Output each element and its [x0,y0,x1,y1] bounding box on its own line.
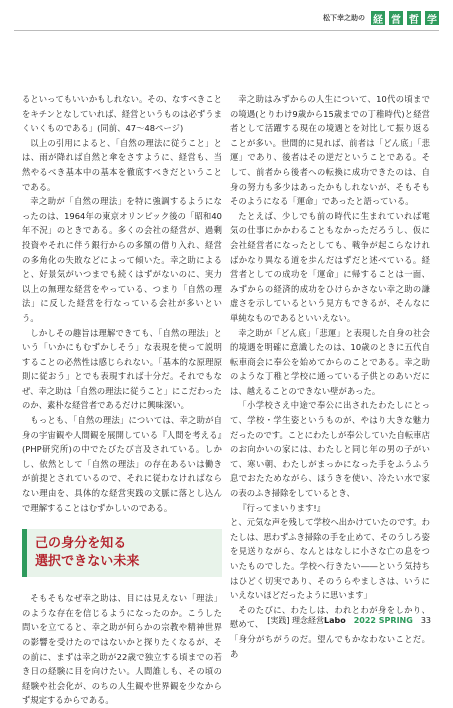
series-box-2: 営 [389,11,403,25]
header-rule [14,30,439,31]
paragraph: るといってもいいかもしれない。その、なすべきことをキチンとなしていれば、経営というものは必ずうまくいくものである」(同前、47〜48ページ) [22,94,222,134]
paragraph: そのたびに、わたしは、われとわが身をしかり、慰めて、 [230,604,430,630]
paragraph: 幸之助が「どん底」「悲運」と表現した自身の社会的境遇を明確に意識したのは、10歳のときに五代自転車商会に奉公を始めてからのことである。幸之助のような丁稚と学校に通っている子供とのあいだには、越えることのできない壁があった。 [230,327,430,396]
paragraph: しかしその趣旨は理解できても、「自然の理法」という「いかにもむずかしそう」な表現を使って説明することの必然性は感じられない。「基本的な原理原則に従おう」とでも表現すれば十分だ。それでもなぜ、幸之助は「自然の理法に従うこと」にこだわったのか、素朴な経営者であるだけに興味深い。 [22,327,222,411]
section-heading-line-1: 己の身分を知る [35,536,127,552]
paragraph: 以上の引用によると、「自然の理法に従うこと」とは、雨が降れば自然と傘をさすように、経営も、当然やるべき基本中の基本を徹底すべきだということである。 [22,137,222,192]
paragraph: たとえば、少しでも前の時代に生まれていれば電気の仕事にかかわることもなかっただろうし、仮に会社経営者になったとしても、戦争が起こらなければかなり異なる道を歩んだはずだと述べている。経営者としての成功を「運命」に帰することは一面、みずからの経済的成功をひけらかさない幸之助の謙虚さを示しているという見方もできるが、そんなに単純なものであるといいえない。 [230,210,430,323]
series-box-4: 学 [425,11,439,25]
quote-paragraph: 「身分がちがうのだ。望んでもかなわないことだ。あ [230,633,430,659]
paragraph: もっとも、「自然の理法」については、幸之助が自身の宇宙観や人間観を展開している『人間を考える』(PHP研究所)の中でたびたび言及されている。しかし、依然として「自然の理法」の存在あるいは働きが前提とされているので、それに従わなければならない理由を、具体的な経営実践の文脈に落とし込んで理解することはむずかしいのである。 [22,415,222,513]
quote-paragraph: と、元気な声を残して学校へ出かけていたのです。わたしは、思わずふき掃除の手を止めて、そのうしろ姿を見送りながら、なんとはなしに小さな亡の息をついたものでした。学校へ行きたい――という気持ちはひどく切実であり、そのうらやましさは、いうにいえないほどだったように思います」 [230,517,430,601]
series-box-3: 哲 [407,11,421,25]
paragraph: そもそもなぜ幸之助は、目には見えない「理法」のような存在を信じるようになったのか。こうした問いを立てると、幸之助が何らかの宗教や精神世界の影響を受けたのではないかと探りたくなるが、その前に、まずは幸之助が22歳で独立する頃までの若き日の経験に目を向けたい。人間誰しも、その頃の経験や社会化が、のちの人生観や世界観を少なからず規定するからである。 [22,593,222,706]
paragraph: 幸之助はみずからの人生について、10代の頃までの境遇(とりわけ9歳から15歳までの丁稚時代)と経営者として活躍する現在の境遇とを対比して振り返ることが多い。世間的に見れば、前者は「どん底」「悲運」であり、後者はその逆だということである。そして、前者から後者への転換に成功できたのは、自身の努力も多少はあったかもしれないが、そもそもそのようになる「運命」であったと語っている。 [230,94,430,207]
section-heading-line-2: 選択できない未来 [35,554,140,570]
right-column [230,92,430,661]
issue-label: 2022 SPRING [353,616,413,625]
series-header [323,8,439,28]
magazine-name: [実践] 理念経営Labo [267,616,346,625]
series-box-1: 経 [371,11,385,25]
quote-paragraph: 『行ってまいります!』 [238,502,326,513]
left-column [22,92,222,708]
quote-paragraph: 「小学校さえ中途で奉公に出されたわたしにとって、学校・学生姿というものが、やはり大きな魅力だったのです。ことにわたしが奉公していた自転車店のお向かいの家には、わたしと同じ年の男の子がいて、寒い朝、わたしがまっかになった手をふうふう息でおたためながら、ほうきを使い、冷たい水で家の表のふき掃除をしているとき、 [230,400,430,499]
page-footer [267,615,431,626]
magazine-brand: Labo [324,616,346,625]
section-heading [22,529,222,577]
series-label: 松下幸之助の [323,14,365,22]
page-number: 33 [420,616,431,625]
paragraph: 幸之助が「自然の理法」を特に強調するようになったのは、1964年の東京オリンピック後の「昭和40年不況」のときである。多くの会社の経営が、過剰投資やそれに伴う銀行からの多額の借り入れ、経営の多角化の失敗などによって傾いた。幸之助によると、好景気がいつまでも続くはずがないのに、実力以上の無理な経営をやっている、つまり「自然の理法」に反した経営を行なっている会社が多いという。 [22,196,222,323]
